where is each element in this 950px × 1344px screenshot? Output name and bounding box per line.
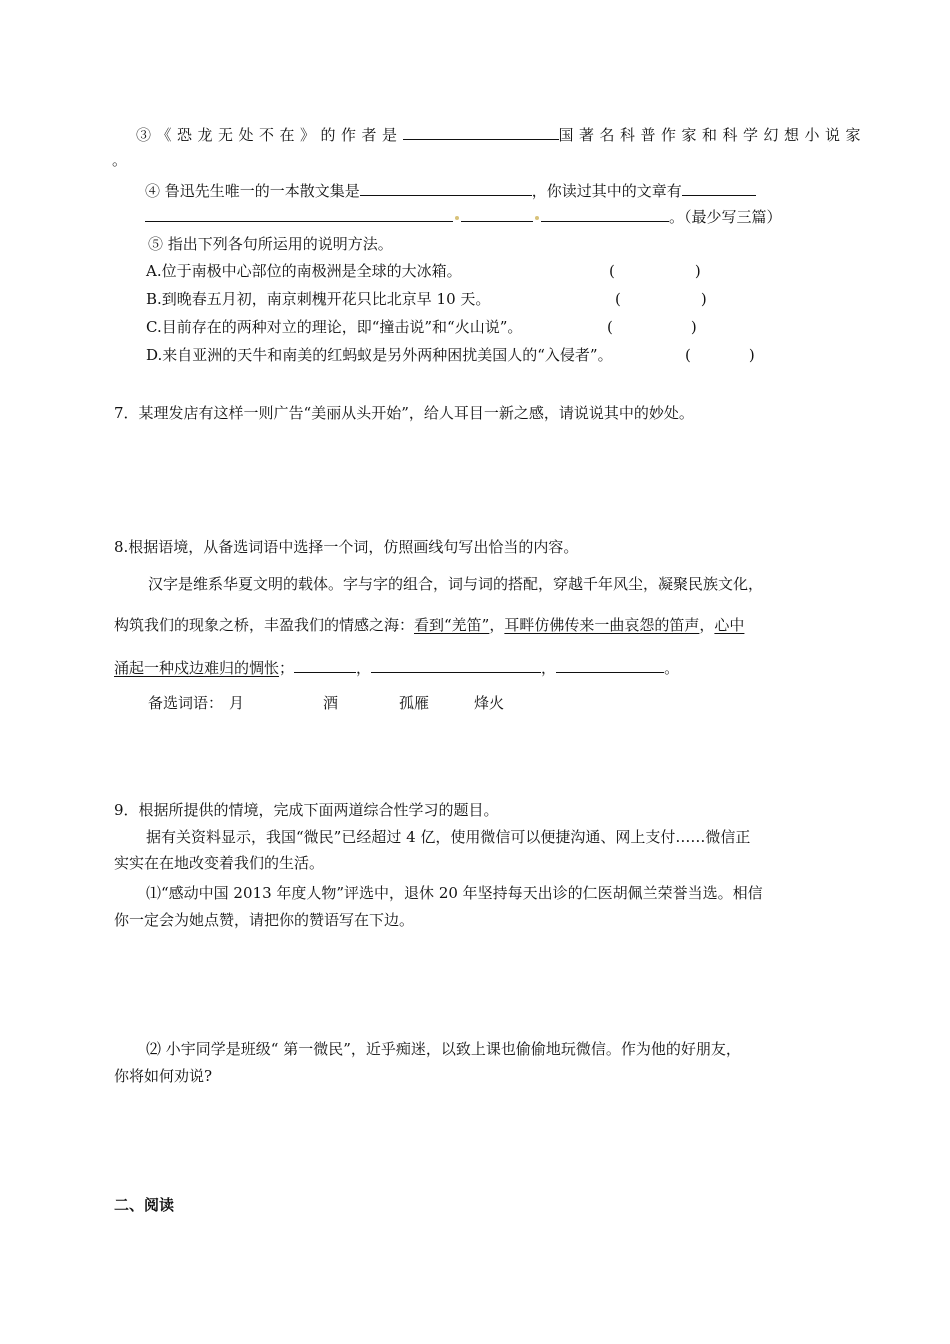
q8-answer-blank-3[interactable]	[556, 657, 664, 673]
q6-item5-option-c-answer[interactable]	[607, 317, 697, 337]
q6-item4-prefix: ④ 鲁迅先生唯一的一本散文集是	[145, 182, 360, 200]
q8-paragraph-line2	[114, 615, 744, 635]
q8-word-bank-label: 备选词语：	[148, 694, 224, 712]
punctuation: 。	[664, 659, 680, 677]
mark-dot-icon	[455, 216, 459, 220]
q6-item5-option-a	[146, 261, 462, 281]
q8-word-option: 酒	[323, 694, 339, 712]
q6-item4-middle: ，你读过其中的文章有	[531, 182, 682, 200]
q8-paragraph-line1: 汉字是维系华夏文明的载体。字与字的组合，词与词的搭配，穿越千年风尘，凝聚民族文化，	[148, 575, 764, 593]
q6-item3-line	[136, 124, 866, 145]
q8-word-bank	[148, 693, 223, 713]
q8-title: 8.根据语境，从备选词语中选择一个词，仿照画线句写出恰当的内容。	[114, 538, 579, 556]
q8-answer-blank-2[interactable]	[371, 657, 541, 673]
q8-paragraph-line3	[114, 657, 679, 678]
q6-item4-blank-c[interactable]	[461, 206, 533, 222]
q6-item5-option-b	[146, 289, 490, 309]
q6-item4-blank-d[interactable]	[541, 206, 669, 222]
q6-item5-option-b-answer[interactable]	[615, 289, 707, 309]
q8-word-option: 月	[229, 694, 245, 712]
punctuation: ，	[356, 659, 372, 677]
q6-item3-suffix: 国著名科普作家和科学幻想小说家	[558, 126, 867, 144]
paren-close: )	[748, 346, 755, 364]
q6-item3-prefix: ③《恐龙无处不在》的作者是	[136, 126, 403, 144]
q9-title: 9．根据所提供的情境，完成下面两道综合性学习的题目。	[114, 801, 499, 819]
q9-sub2-line2: 你将如何劝说?	[114, 1067, 213, 1085]
punctuation: ；	[279, 659, 295, 677]
q6-item5-option-d-answer[interactable]	[685, 345, 755, 365]
mark-dot-icon	[535, 216, 539, 220]
q9-sub2-line1: ⑵ 小宇同学是班级“ 第一微民”，近乎痴迷，以致上课也偷偷地玩微信。作为他的好朋友，	[146, 1040, 741, 1058]
q8-underlined-phrase: 看到“羌笛”	[414, 616, 490, 634]
paren-close: )	[690, 318, 697, 336]
q6-item4-end: 。（最少写三篇）	[669, 208, 782, 226]
q8-underlined-phrase: 耳畔仿佛传来一曲哀怨的笛声	[504, 616, 700, 634]
q6-item3-blank[interactable]	[403, 124, 559, 140]
paren-close: )	[700, 290, 707, 308]
q6-item5-option-a-answer[interactable]	[609, 261, 701, 281]
q8-underlined-phrase: 涌起一种戍边难归的惆怅	[114, 659, 280, 677]
q6-item5-option-c	[146, 317, 522, 337]
paren-open: (	[607, 318, 613, 336]
paren-open: (	[685, 346, 691, 364]
paren-open: (	[609, 262, 615, 280]
paren-open: (	[615, 290, 621, 308]
punctuation: ，	[699, 616, 715, 634]
q6-item5-prompt: ⑤ 指出下列各句所运用的说明方法。	[148, 235, 393, 253]
q6-item4-blank-title[interactable]	[360, 180, 532, 196]
q8-underlined-phrase: 心中	[714, 616, 745, 634]
q6-item5-option-d	[146, 345, 613, 365]
q6-item3-tail: 。	[112, 151, 128, 169]
q9-sub1-line1: ⑴“感动中国 2013 年度人物”评选中，退休 20 年坚持每天出诊的仁医胡佩兰荣誉当选。相信	[146, 884, 763, 902]
q6-item4-line1	[145, 180, 756, 201]
q8-word-option: 烽火	[474, 694, 505, 712]
q8-answer-blank-1[interactable]	[294, 657, 356, 673]
option-text: D.来自亚洲的天牛和南美的红蚂蚁是另外两种困扰美国人的“入侵者”。	[146, 346, 613, 364]
punctuation: ，	[489, 616, 505, 634]
q9-sub1-line2: 你一定会为她点赞，请把你的赞语写在下边。	[114, 911, 415, 929]
q6-item4-blank-a[interactable]	[682, 180, 756, 196]
q8-word-option: 孤雁	[399, 694, 430, 712]
q6-item4-line2	[145, 206, 782, 227]
q9-intro-line1: 据有关资料显示，我国“微民”已经超过 4 亿，使用微信可以便捷沟通、网上支付……微信正	[146, 828, 751, 846]
punctuation: ，	[541, 659, 557, 677]
q7-question: 7．某理发店有这样一则广告“美丽从头开始”，给人耳目一新之感，请说说其中的妙处。	[114, 404, 694, 422]
section-heading-reading: 二、阅读	[114, 1196, 175, 1214]
option-text: C.目前存在的两种对立的理论，即“撞击说”和“火山说”。	[146, 318, 523, 336]
q6-item4-blank-b[interactable]	[145, 206, 453, 222]
paren-close: )	[694, 262, 701, 280]
option-text: A.位于南极中心部位的南极洲是全球的大冰箱。	[146, 262, 462, 280]
q9-intro-line2: 实实在在地改变着我们的生活。	[114, 854, 325, 872]
option-text: B.到晚春五月初，南京刺槐开花只比北京早 10 天。	[146, 290, 491, 308]
q8-plain-text: 构筑我们的现象之桥，丰盈我们的情感之海：	[114, 616, 415, 634]
